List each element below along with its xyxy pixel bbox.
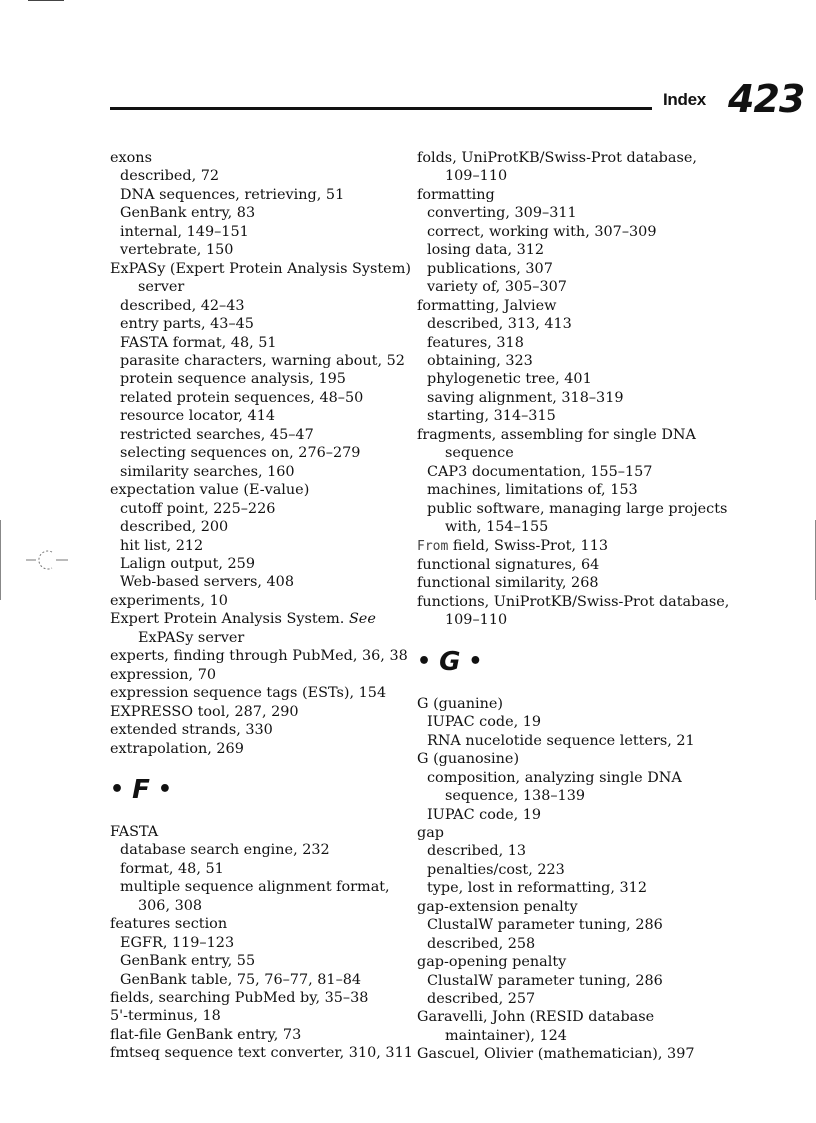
index-entry: [417, 297, 717, 315]
index-entry: [417, 593, 730, 611]
entry-text: GenBank entry, 55: [120, 953, 256, 970]
index-subentry: [110, 444, 410, 462]
section-letter: F: [132, 775, 150, 806]
index-entry: [110, 740, 410, 758]
entry-text: resource locator, 414: [120, 408, 276, 425]
header-rule: [110, 107, 652, 110]
entry-text: parasite characters, warning about, 52: [120, 352, 405, 369]
index-entry: [417, 750, 717, 768]
index-entry: [110, 684, 410, 702]
entry-text: EGFR, 119–123: [120, 934, 235, 951]
index-subentry: [417, 407, 717, 425]
entry-continuation: maintainer), 124: [445, 1027, 567, 1044]
index-subentry: [110, 841, 410, 859]
entry-text: penalties/cost, 223: [427, 861, 565, 878]
entry-text: obtaining, 323: [427, 352, 533, 369]
index-subentry: [110, 223, 410, 241]
index-subentry: [417, 278, 717, 296]
registration-mark-icon: [26, 548, 68, 572]
entry-text: functions, UniProtKB/Swiss-Prot database,: [417, 593, 730, 610]
entry-text: gap: [417, 824, 445, 841]
side-bleed-mark-left: [0, 520, 1, 600]
entry-text: fragments, assembling for single DNA: [417, 426, 696, 443]
index-subentry: [417, 879, 717, 897]
entry-text: G (guanosine): [417, 751, 520, 768]
index-subentry: [417, 861, 717, 879]
index-subentry: [110, 952, 410, 970]
entry-continuation: with, 154–155: [445, 519, 549, 536]
entry-text: saving alignment, 318–319: [427, 389, 624, 406]
index-entry: [417, 695, 717, 713]
index-subentry: [110, 370, 410, 388]
index-entry: [417, 149, 717, 167]
page-header: [110, 77, 805, 121]
index-subentry: [110, 204, 410, 222]
entry-text: correct, working with, 307–309: [427, 223, 657, 240]
index-subentry: [110, 389, 410, 407]
entry-text: described, 72: [120, 168, 220, 185]
index-entry: [417, 186, 717, 204]
index-entry: [110, 915, 410, 933]
index-subentry: [417, 352, 717, 370]
index-entry: [110, 1026, 410, 1044]
index-subentry: [417, 315, 717, 333]
entry-text: described, 13: [427, 843, 527, 860]
entry-text: similarity searches, 160: [120, 463, 295, 480]
index-entry: [110, 703, 410, 721]
entry-text: restricted searches, 45–47: [120, 426, 314, 443]
entry-text: features section: [110, 916, 228, 933]
section-heading-g: [417, 630, 717, 695]
entry-text: fmtseq sequence text converter, 310, 311: [110, 1045, 413, 1062]
index-subentry: [110, 518, 410, 536]
entry-continuation: 109–110: [445, 168, 508, 185]
index-subentry: [417, 769, 717, 787]
index-entry: [110, 666, 410, 684]
index-subentry: [417, 916, 717, 934]
entry-text: functional signatures, 64: [417, 556, 600, 573]
index-entry: [417, 1008, 717, 1026]
entry-text: folds, UniProtKB/Swiss-Prot database,: [417, 150, 697, 166]
index-entry: [110, 1007, 410, 1025]
entry-text: GenBank table, 75, 76–77, 81–84: [120, 971, 362, 988]
entry-text: ExPASy (Expert Protein Analysis System): [110, 260, 411, 277]
entry-text: Gascuel, Olivier (mathematician), 397: [417, 1046, 695, 1063]
index-entry: [110, 592, 410, 610]
index-subentry: [110, 241, 410, 259]
index-subentry: [110, 971, 410, 989]
index-subentry: [417, 972, 717, 990]
index-subentry: [417, 732, 717, 750]
entry-text: multiple sequence alignment format,: [120, 879, 390, 896]
header-label: Index: [663, 90, 706, 109]
entry-text: public software, managing large projects: [427, 500, 728, 517]
entry-text: CAP3 documentation, 155–157: [427, 463, 653, 480]
section-letter: G: [439, 647, 461, 678]
section-bullet: •: [417, 649, 432, 675]
entry-text: publications, 307: [427, 260, 553, 277]
section-bullet: •: [110, 777, 125, 803]
entry-text: functional similarity, 268: [417, 575, 599, 592]
index-subentry: [417, 260, 717, 278]
index-subentry: [110, 315, 410, 333]
entry-text: type, lost in reformatting, 312: [427, 880, 647, 897]
index-subentry: [110, 167, 410, 185]
entry-text: hit list, 212: [120, 537, 204, 554]
entry-text: exons: [110, 150, 152, 166]
index-entry: [110, 647, 410, 665]
entry-text: protein sequence analysis, 195: [120, 371, 346, 388]
entry-text: starting, 314–315: [427, 408, 556, 425]
index-entry: [417, 574, 717, 592]
entry-text: gap-extension penalty: [417, 898, 578, 915]
see-reference: See: [348, 611, 376, 628]
entry-continuation: 306, 308: [138, 897, 203, 914]
index-subentry: [417, 204, 717, 222]
index-entry: [110, 1044, 413, 1062]
index-subentry: [110, 573, 410, 591]
entry-continuation: ExPASy server: [138, 629, 245, 646]
entry-text: expression, 70: [110, 666, 217, 683]
index-entry: [417, 537, 717, 556]
index-subentry: [110, 878, 410, 896]
index-entry: [110, 989, 410, 1007]
entry-text: fields, searching PubMed by, 35–38: [110, 990, 369, 1007]
index-subentry: [417, 370, 717, 388]
index-column-right: [417, 149, 730, 1064]
index-entry: [417, 898, 717, 916]
entry-text: GenBank entry, 83: [120, 205, 256, 222]
section-bullet: •: [157, 777, 172, 803]
section-heading-f: [110, 758, 410, 823]
index-subentry: [110, 934, 410, 952]
entry-text: 5'-terminus, 18: [110, 1008, 221, 1025]
entry-text: database search engine, 232: [120, 842, 330, 859]
entry-text: phylogenetic tree, 401: [427, 371, 592, 388]
entry-text: Expert Protein Analysis System.: [110, 611, 345, 628]
entry-continuation: 109–110: [445, 612, 508, 629]
index-entry: [110, 610, 410, 628]
entry-text: described, 200: [120, 519, 229, 536]
entry-text: extrapolation, 269: [110, 740, 244, 757]
entry-text: losing data, 312: [427, 242, 545, 259]
index-subentry: [417, 935, 717, 953]
index-subentry: [110, 426, 410, 444]
entry-text: entry parts, 43–45: [120, 316, 254, 333]
entry-text: formatting, Jalview: [417, 297, 557, 314]
index-subentry: [110, 537, 410, 555]
entry-text: ClustalW parameter tuning, 286: [427, 972, 663, 989]
index-subentry: [110, 860, 410, 878]
entry-text: Garavelli, John (RESID database: [417, 1009, 655, 1026]
entry-text: converting, 309–311: [427, 205, 577, 222]
entry-text: gap-opening penalty: [417, 954, 567, 971]
index-entry: [417, 953, 717, 971]
index-entry: [110, 149, 410, 167]
section-bullet: •: [468, 649, 483, 675]
entry-continuation: server: [138, 279, 185, 296]
index-entry: [110, 481, 410, 499]
entry-text: internal, 149–151: [120, 223, 249, 240]
entry-text: Web-based servers, 408: [120, 574, 294, 591]
index-column-left: [110, 149, 413, 1063]
index-entry: [110, 721, 410, 739]
entry-text: FASTA format, 48, 51: [120, 334, 277, 351]
entry-text: described, 258: [427, 935, 536, 952]
index-entry: [110, 823, 410, 841]
index-entry: [417, 1045, 717, 1063]
entry-text: formatting: [417, 186, 495, 203]
entry-text: composition, analyzing single DNA: [427, 769, 682, 786]
entry-text: described, 313, 413: [427, 316, 572, 333]
index-subentry: [110, 297, 410, 315]
index-subentry: [110, 352, 410, 370]
index-subentry: [417, 500, 728, 518]
index-entry: [110, 260, 410, 278]
index-subentry: [417, 713, 717, 731]
entry-text: features, 318: [427, 334, 524, 351]
index-subentry: [110, 407, 410, 425]
index-subentry: [417, 990, 717, 1008]
entry-text: expectation value (E-value): [110, 482, 310, 499]
page-number: 423: [728, 77, 805, 121]
entry-text: extended strands, 330: [110, 722, 273, 739]
entry-text: experts, finding through PubMed, 36, 38: [110, 648, 408, 665]
entry-text: vertebrate, 150: [120, 242, 234, 259]
entry-text: Lalign output, 259: [120, 555, 255, 572]
index-subentry: [417, 241, 717, 259]
entry-text: flat-file GenBank entry, 73: [110, 1026, 302, 1043]
index-entry: [417, 824, 717, 842]
index-subentry: [417, 223, 717, 241]
entry-text: experiments, 10: [110, 592, 228, 609]
entry-text: FASTA: [110, 823, 159, 840]
entry-text: IUPAC code, 19: [427, 714, 542, 731]
entry-text: field, Swiss-Prot, 113: [448, 537, 609, 554]
index-subentry: [110, 463, 410, 481]
index-entry: [417, 556, 717, 574]
index-subentry: [110, 334, 410, 352]
index-entry: [417, 426, 717, 444]
index-subentry: [417, 334, 717, 352]
code-term: From: [417, 538, 449, 554]
entry-text: RNA nucelotide sequence letters, 21: [427, 732, 695, 749]
entry-text: DNA sequences, retrieving, 51: [120, 186, 345, 203]
entry-text: EXPRESSO tool, 287, 290: [110, 703, 299, 720]
entry-text: described, 257: [427, 991, 536, 1008]
index-subentry: [417, 481, 717, 499]
entry-text: variety of, 305–307: [427, 279, 567, 296]
entry-text: machines, limitations of, 153: [427, 482, 638, 499]
index-subentry: [110, 500, 410, 518]
entry-text: cutoff point, 225–226: [120, 500, 276, 517]
entry-text: selecting sequences on, 276–279: [120, 445, 361, 462]
index-subentry: [417, 389, 717, 407]
entry-text: G (guanine): [417, 695, 504, 712]
index-subentry: [110, 555, 410, 573]
index-subentry: [417, 806, 717, 824]
entry-text: described, 42–43: [120, 297, 245, 314]
crop-mark-top: [28, 0, 64, 1]
entry-continuation: sequence: [445, 445, 514, 462]
entry-text: ClustalW parameter tuning, 286: [427, 917, 663, 934]
entry-text: format, 48, 51: [120, 860, 224, 877]
index-subentry: [110, 186, 410, 204]
entry-text: expression sequence tags (ESTs), 154: [110, 685, 387, 702]
entry-text: IUPAC code, 19: [427, 806, 542, 823]
index-subentry: [417, 463, 717, 481]
entry-text: related protein sequences, 48–50: [120, 389, 364, 406]
entry-continuation: sequence, 138–139: [445, 788, 586, 805]
index-subentry: [417, 842, 717, 860]
